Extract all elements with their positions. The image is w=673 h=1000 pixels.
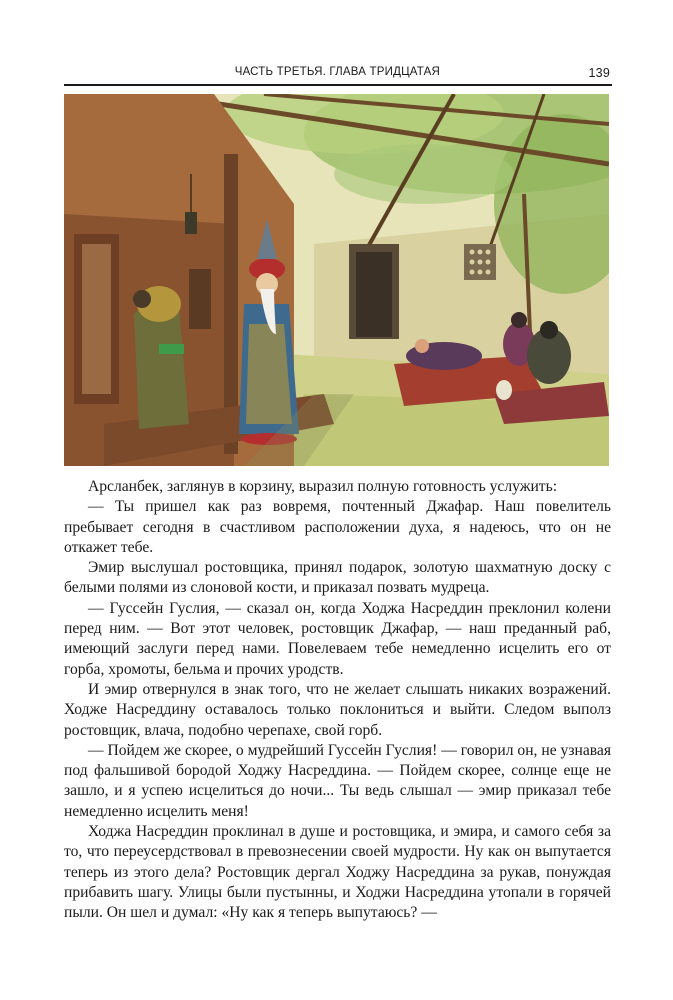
paragraph: Эмир выслушал ростовщика, принял подарок, золотую шахматную доску с белыми полями из слоновой кости, и приказал позвать мудреца. [64, 559, 611, 597]
body-text [64, 477, 611, 924]
paragraph: — Гуссейн Гуслия, — сказал он, когда Ходжа Насреддин преклонил колени перед ним. — Вот этот человек, ростовщик Джафар, — наш преданный раб, имеющий заслуги перед нами. Повелеваем тебе немедленно исцелить его от горба, хромоты, бельма и прочих уродств. [64, 599, 611, 678]
paragraph: И эмир отвернулся в знак того, что не желает слышать никаких возражений. Ходже Насреддину оставалось только поклониться и выйти. Следом выполз ростовщик, влача, подобно черепахе, свой горб. [64, 680, 611, 739]
paragraph: — Ты пришел как раз вовремя, почтенный Джафар. Наш повелитель пребывает сегодня в счастливом расположении духа, я надеюсь, что он не откажет тебе. [64, 498, 611, 556]
chapter-title: ЧАСТЬ ТРЕТЬЯ. ГЛАВА ТРИДЦАТАЯ [234, 66, 440, 78]
courtyard-painting [64, 94, 609, 466]
paragraph: Ходжа Насреддин проклинал в душе и ростовщика, и эмира, и самого себя за то, что переусердствовал в превознесении своей мудрости. Ну как он выпутается теперь из этого дела? Ростовщик дергал Ходжу Насреддина за рукав, понуждая прибавить шагу. Улицы были пустынны, и Ходжи Насреддина утопали в горячей пыли. Он шел и думал: «Ну как я теперь выпутаюсь? — [64, 823, 611, 922]
paragraph: — Пойдем же скорее, о мудрейший Гуссейн Гуслия! — говорил он, не узнавая под фальшивой бородой Ходжу Насреддина. — Пойдем скорее, солнце еще не зашло, и я успею исцелиться до ночи... Ты ведь слышал — эмир приказал тебе немедленно исцелить меня! [64, 741, 611, 820]
header-rule [64, 84, 612, 86]
paragraph: Арсланбек, заглянув в корзину, выразил полную готовность услужить: [88, 478, 558, 495]
page-number: 139 [588, 66, 610, 80]
illustration [64, 94, 609, 466]
